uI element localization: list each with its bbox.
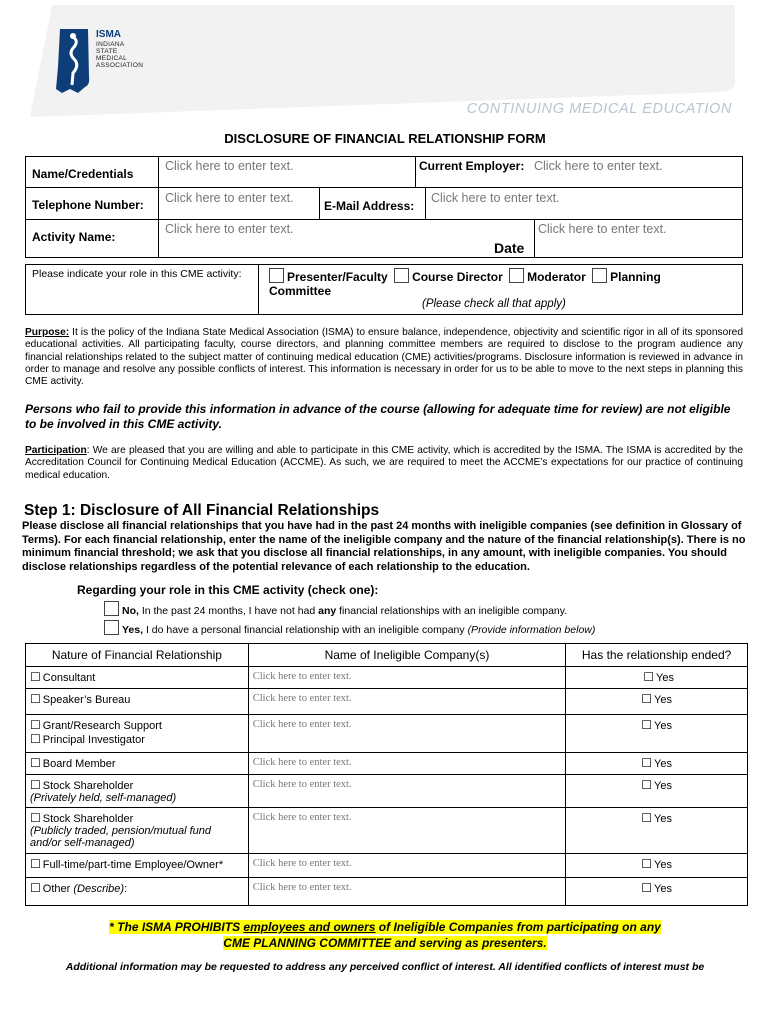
committee-label: Committee (269, 284, 332, 298)
date-label: Date (494, 240, 525, 256)
date-input[interactable]: Click here to enter text. (538, 222, 667, 236)
stock-public-checkbox[interactable]: ☐ (30, 811, 41, 825)
table-row (26, 753, 748, 775)
yes-checkbox[interactable] (104, 620, 119, 635)
moderator-checkbox[interactable] (509, 268, 524, 283)
purpose-text: It is the policy of the Indiana State Medical Association (ISMA) to ensure balance, independence, objectivity and scientific rigor in all of its sponsored educational activities. All participating faculty, course directors, and planning committee members are required to disclose to the program audience any financial relationships related to the subject matter of continuing medical education (CME) activities/programs. Disclosure information is reviewed in advance in order to manage and resolve any possible conflicts of interest. This information is necessary in order for us to be able to move to the next steps in planning this CME activity. (25, 327, 743, 388)
row-sub: (Publicly traded, pension/mutual fund and/or self-managed) (30, 825, 211, 849)
row-label: Board Member (42, 758, 116, 770)
activity-input[interactable]: Click here to enter text. (165, 222, 294, 236)
logo-line-3: MEDICAL (96, 55, 127, 62)
table-row (26, 715, 748, 753)
course-director-checkbox[interactable] (394, 268, 409, 283)
table-row (26, 689, 748, 715)
participation-text: : We are pleased that you are willing and able to participate in this CME activity, which is accredited by the ISMA. The ISMA is accredited by the Accreditation Council for Continuing Medical Education (ACCME). As such, we are required to meet the ACCME’s expectations for our practice of continuing medical education. (25, 445, 743, 481)
row-label: Consultant (42, 672, 96, 684)
ended-yes: Yes (654, 883, 672, 895)
yes-option (104, 620, 595, 636)
ended-checkbox[interactable]: ☐ (641, 756, 653, 770)
prohibit-notice (0, 919, 770, 951)
presenter-label: Presenter/Faculty (287, 270, 388, 284)
other-colon: : (124, 883, 128, 895)
ended-checkbox[interactable]: ☐ (641, 718, 653, 732)
company-input[interactable]: Click here to enter text. (252, 671, 352, 682)
employee-owner-checkbox[interactable]: ☐ (30, 857, 41, 871)
other-describe: (Describe) (73, 883, 125, 895)
prohibit-b: employees and owners (243, 920, 376, 934)
no-any: any (318, 605, 337, 617)
ended-yes: Yes (654, 758, 672, 770)
regarding-heading: Regarding your role in this CME activity (check one): (77, 583, 379, 597)
logo-abbr: ISMA (96, 29, 121, 40)
no-checkbox[interactable] (104, 601, 119, 616)
step1-body: Please disclose all financial relationships that you have had in the past 24 months with ineligible companies (see definition in Glossary of Terms). For each financial relationship, enter the name of the ineligible company and the nature of the financial relationship(s). There is no minimum financial threshold; we ask that you disclose all financial relationships, in any amount, with ineligible companies. You should disclose relationships regardless of the potential relevance of each relationship to the education. (22, 520, 746, 574)
isma-logo (52, 27, 152, 97)
ended-checkbox[interactable]: ☐ (641, 778, 653, 792)
name-input[interactable]: Click here to enter text. (165, 159, 294, 173)
purpose-paragraph (25, 327, 743, 388)
ended-yes: Yes (656, 672, 674, 684)
no-text-end: financial relationships with an ineligible company. (336, 605, 568, 617)
purpose-heading: Purpose: (25, 327, 70, 338)
table-row (26, 667, 748, 689)
no-text: In the past 24 months, I have not had (138, 605, 319, 617)
role-prompt: Please indicate your role in this CME activity: (32, 268, 242, 280)
yes-italic: (Provide information below) (467, 624, 596, 636)
row-label: Stock Shareholder (42, 813, 134, 825)
moderator-label: Moderator (527, 270, 586, 284)
presenter-checkbox[interactable] (269, 268, 284, 283)
ended-checkbox[interactable]: ☐ (641, 881, 653, 895)
email-input[interactable]: Click here to enter text. (431, 191, 560, 205)
row-label: Speaker’s Bureau (42, 694, 131, 706)
company-input[interactable]: Click here to enter text. (252, 812, 352, 823)
company-input[interactable]: Click here to enter text. (252, 882, 352, 893)
ended-checkbox[interactable]: ☐ (643, 670, 655, 684)
logo-line-2: STATE (96, 48, 118, 55)
other-checkbox[interactable]: ☐ (30, 881, 41, 895)
employer-label: Current Employer: (419, 159, 525, 173)
participation-paragraph (25, 445, 743, 482)
name-label: Name/Credentials (32, 167, 134, 181)
company-input[interactable]: Click here to enter text. (252, 719, 352, 730)
table-row (26, 775, 748, 808)
ended-yes: Yes (654, 780, 672, 792)
logo-line-4: ASSOCIATION (96, 62, 144, 69)
phone-label: Telephone Number: (32, 198, 144, 212)
investigator-checkbox[interactable]: ☐ (30, 732, 41, 746)
ended-checkbox[interactable]: ☐ (641, 692, 653, 706)
company-input[interactable]: Click here to enter text. (252, 757, 352, 768)
step1-title: Step 1: Disclosure of All Financial Relationships (24, 502, 380, 519)
consultant-checkbox[interactable]: ☐ (30, 670, 41, 684)
logo-line-1: INDIANA (96, 41, 125, 48)
email-label: E-Mail Address: (324, 199, 415, 213)
prohibit-a: * The ISMA PROHIBITS (109, 920, 244, 934)
no-label: No, (122, 605, 139, 617)
warning-text: Persons who fail to provide this information in advance of the course (allowing for adequate time for review) are not eligible to be involved in this CME activity. (25, 402, 731, 431)
form-title: DISCLOSURE OF FINANCIAL RELATIONSHIP FORM (224, 131, 546, 146)
speakers-bureau-checkbox[interactable]: ☐ (30, 692, 41, 706)
row-sub: (Privately held, self-managed) (30, 792, 177, 804)
no-option (104, 601, 567, 617)
company-input[interactable]: Click here to enter text. (252, 779, 352, 790)
ended-yes: Yes (654, 694, 672, 706)
ended-checkbox[interactable]: ☐ (641, 811, 653, 825)
row-label: Stock Shareholder (42, 780, 134, 792)
employer-input[interactable]: Click here to enter text. (534, 159, 663, 173)
ended-yes: Yes (654, 813, 672, 825)
board-member-checkbox[interactable]: ☐ (30, 756, 41, 770)
row-label-second: Principal Investigator (42, 734, 145, 746)
table-row (26, 854, 748, 878)
row-label: Grant/Research Support (42, 720, 162, 732)
stock-private-checkbox[interactable]: ☐ (30, 778, 41, 792)
table-row (26, 878, 748, 906)
planning-committee-checkbox[interactable] (592, 268, 607, 283)
prohibit-d: CME PLANNING COMMITTEE and serving as presenters. (223, 936, 547, 950)
cme-banner: CONTINUING MEDICAL EDUCATION (466, 101, 732, 117)
table-row (26, 808, 748, 854)
row-label: Other (42, 883, 74, 895)
role-note: (Please check all that apply) (422, 298, 566, 310)
grant-checkbox[interactable]: ☐ (30, 718, 41, 732)
additional-info: Additional information may be requested to address any perceived conflict of interest. All identified conflicts of interest must be (65, 961, 705, 973)
activity-label: Activity Name: (32, 230, 116, 244)
row-label: Full-time/part-time Employee/Owner* (42, 859, 224, 871)
yes-label: Yes, (122, 624, 144, 636)
col-header-ended: Has the relationship ended? (566, 644, 748, 667)
ended-yes: Yes (654, 720, 672, 732)
col-header-nature: Nature of Financial Relationship (26, 644, 249, 667)
participation-heading: Participation (25, 445, 87, 456)
ended-yes: Yes (654, 859, 672, 871)
course-director-label: Course Director (412, 270, 503, 284)
col-header-company: Name of Ineligible Company(s) (248, 644, 565, 667)
phone-input[interactable]: Click here to enter text. (165, 191, 294, 205)
planning-label: Planning (610, 270, 661, 284)
yes-text: I do have a personal financial relationship with an ineligible company (143, 624, 468, 636)
relationships-table (25, 643, 748, 906)
ended-checkbox[interactable]: ☐ (641, 857, 653, 871)
prohibit-c: of Ineligible Companies from participating on any (375, 920, 661, 934)
indiana-map-icon (52, 27, 94, 97)
company-input[interactable]: Click here to enter text. (252, 693, 352, 704)
company-input[interactable]: Click here to enter text. (252, 858, 352, 869)
